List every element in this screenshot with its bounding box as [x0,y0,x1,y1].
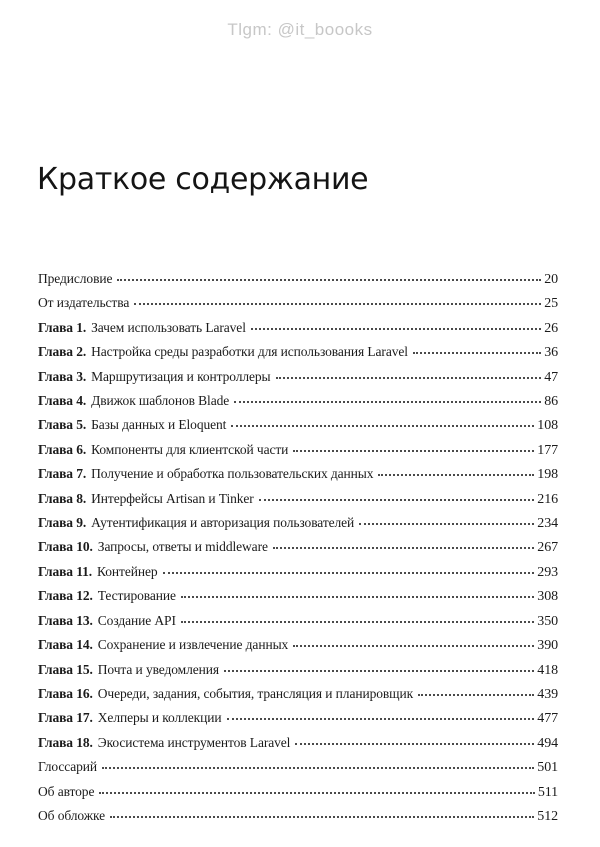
toc-entry-page-number: 267 [537,540,558,556]
dot-leader [163,572,535,574]
toc-entry-chapter-prefix: Глава 17. [38,710,93,726]
toc-entry-title: Аутентификация и авторизация пользователей [91,515,355,531]
toc-entry-row [38,393,558,417]
dot-leader [293,450,534,452]
toc-entry-row [38,466,558,490]
watermark-text: Tlgm: @it_boooks [227,20,373,39]
toc-entry-page-number: 47 [544,369,558,385]
toc-entry-chapter-prefix: Глава 7. [38,466,87,482]
toc-entry-page-number: 511 [537,784,558,800]
toc-entry-page-number: 216 [537,491,558,507]
toc-entry-row [38,320,558,344]
toc-entry-page-number: 108 [537,418,558,434]
toc-entry-page-number: 177 [537,442,558,458]
toc-entry-title: Почта и уведомления [97,661,220,677]
toc-entry-title: Зачем использовать Laravel [91,319,246,335]
toc-entry-chapter-prefix: Глава 14. [38,637,93,653]
toc-entry-chapter-prefix: Глава 5. [38,417,87,433]
toc-entry-chapter-prefix: Глава 8. [38,490,87,506]
toc-entry-title: Движок шаблонов Blade [91,393,230,409]
toc-entry-page-number: 234 [537,516,558,532]
toc-entry-row [38,686,558,710]
toc-entry-chapter-prefix: Глава 10. [38,539,93,555]
toc-entry-page-number: 512 [537,808,558,824]
toc-entry-page-number: 86 [544,394,558,410]
toc-entry-row [38,613,558,637]
toc-entry-chapter-prefix: Глава 11. [38,563,93,579]
dot-leader [359,523,534,525]
toc-entry-row [38,637,558,661]
toc-entry-title: Хелперы и коллекции [97,710,222,726]
dot-leader [259,499,535,501]
dot-leader [181,621,534,623]
toc-entry-chapter-prefix: Глава 16. [38,685,93,701]
toc-entry-title: Запросы, ответы и middleware [97,539,268,555]
toc-entry-row [38,417,558,441]
toc-entry-row [38,710,558,734]
toc-entry-title: Очереди, задания, события, трансляция и планировщик [97,685,414,701]
toc-entry-page-number: 439 [537,686,558,702]
toc-entry-row [38,735,558,759]
toc-entry-page-number: 350 [537,613,558,629]
toc-entry-row [38,784,558,808]
toc-entry-page-number: 26 [544,320,558,336]
toc-entry-row [38,442,558,466]
dot-leader [99,792,534,794]
toc-entry-title: Тестирование [97,588,176,604]
toc-entry-title: Сохранение и извлечение данных [97,637,289,653]
toc-entry-row [38,271,558,295]
toc-entry-title: Настройка среды разработки для использования Laravel [91,344,408,360]
page-title: Краткое содержание [37,162,369,197]
dot-leader [413,352,541,354]
toc-entry-page-number: 293 [537,564,558,580]
dot-leader [117,279,541,281]
toc-entry-row [38,369,558,393]
dot-leader [251,328,541,330]
dot-leader [273,547,534,549]
toc-entry-chapter-prefix: Глава 12. [38,588,93,604]
dot-leader [102,767,534,769]
toc-entry-chapter-prefix: Глава 6. [38,441,87,457]
toc-entry-page-number: 390 [537,638,558,654]
toc-entry-title: Маршрутизация и контроллеры [91,368,271,384]
dot-leader [276,377,542,379]
dot-leader [295,743,534,745]
toc-entry-page-number: 198 [537,467,558,483]
dot-leader [293,645,534,647]
dot-leader [134,303,541,305]
dot-leader [110,816,534,818]
toc-entry-title: Предисловие [38,271,113,286]
toc-entry-row [38,564,558,588]
toc-entry-row [38,588,558,612]
toc-entry-title: Получение и обработка пользовательских данных [91,466,374,482]
toc-entry-title: Интерфейсы Artisan и Tinker [91,490,254,506]
toc-entry-row [38,295,558,319]
toc-entry-row [38,491,558,515]
toc-entry-title: Компоненты для клиентской части [91,441,289,457]
dot-leader [231,425,534,427]
toc-entry-page-number: 477 [537,711,558,727]
toc-entry-chapter-prefix: Глава 3. [38,368,87,384]
toc-entry-page-number: 501 [537,760,558,776]
toc-entry-page-number: 494 [537,735,558,751]
toc-entry-page-number: 20 [544,272,558,287]
toc-entry-row [38,662,558,686]
toc-entry-chapter-prefix: Глава 13. [38,612,93,628]
toc-entry-title: Создание API [97,612,176,628]
toc-entry-title: От издательства [38,295,130,311]
toc-entry-chapter-prefix: Глава 2. [38,344,87,360]
toc-entry-row [38,539,558,563]
toc-entry-title: Глоссарий [38,759,98,775]
toc-entry-chapter-prefix: Глава 1. [38,319,87,335]
dot-leader [227,718,535,720]
toc-entry-page-number: 308 [537,589,558,605]
toc-entry-row [38,759,558,783]
toc-entry-row [38,515,558,539]
dot-leader [234,401,541,403]
toc-entry-title: Экосистема инструментов Laravel [97,734,291,750]
dot-leader [378,474,534,476]
toc-entry-chapter-prefix: Глава 4. [38,393,87,409]
toc-entry-page-number: 36 [544,345,558,361]
toc-entry-title: Контейнер [97,563,158,579]
toc-entry-page-number: 25 [544,296,558,312]
toc-entry-row [38,808,558,832]
toc-entry-title: Об авторе [38,783,95,799]
dot-leader [418,694,534,696]
toc-entry-chapter-prefix: Глава 15. [38,661,93,677]
dot-leader [224,670,534,672]
toc-entry-row [38,344,558,368]
toc-entry-chapter-prefix: Глава 18. [38,734,93,750]
toc-entry-page-number: 418 [537,662,558,678]
toc-entry-chapter-prefix: Глава 9. [38,515,87,531]
toc-entry-title: Базы данных и Eloquent [91,417,227,433]
dot-leader [181,596,534,598]
toc-entry-title: Об обложке [38,807,105,823]
toc-list [38,271,558,832]
